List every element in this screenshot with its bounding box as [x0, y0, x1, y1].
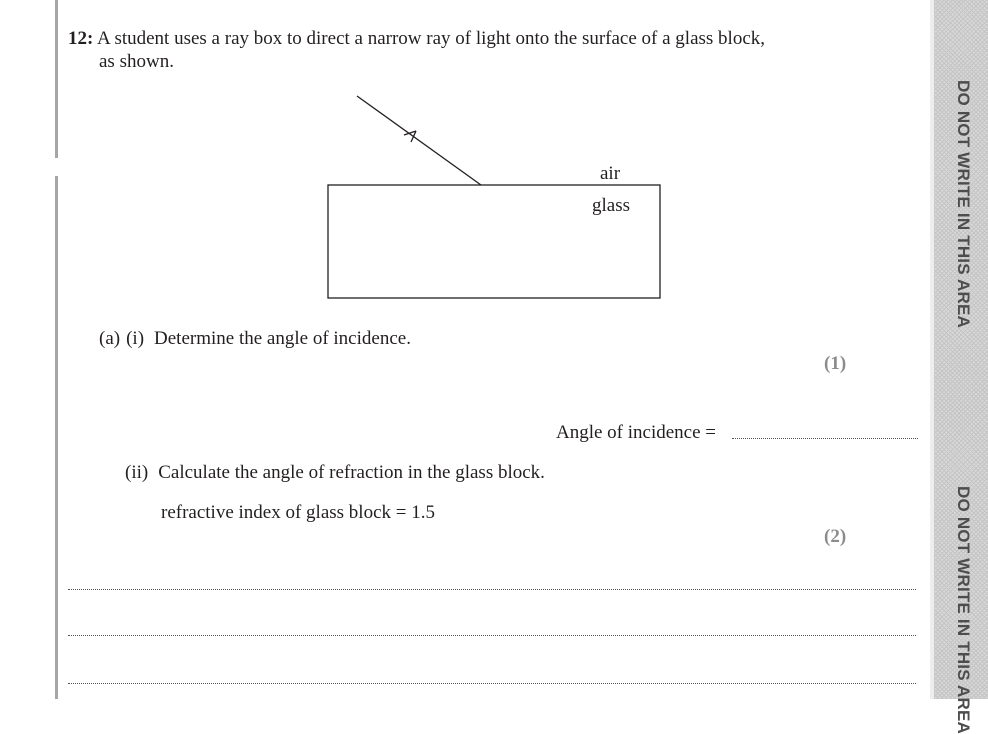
- part-a-label: (a): [99, 328, 121, 349]
- margin-warning-2: DO NOT WRITE IN THIS AREA: [954, 486, 973, 734]
- working-line-2[interactable]: [68, 635, 916, 636]
- question-text-line2: as shown.: [99, 51, 174, 72]
- sub-ii-label: (ii): [125, 462, 149, 483]
- marks-ii: (2): [824, 526, 847, 547]
- refractive-index-given: refractive index of glass block = 1.5: [161, 502, 435, 523]
- incident-ray: [357, 96, 481, 185]
- air-label: air: [600, 163, 621, 184]
- working-line-1[interactable]: [68, 589, 916, 590]
- question-text-line1: A student uses a ray box to direct a narrow ray of light onto the surface of a glass block,: [97, 28, 766, 49]
- ray-arrow-icon: [404, 131, 416, 142]
- part-a-ii: [125, 462, 545, 484]
- marks-i: (1): [824, 353, 847, 374]
- part-a-i: [99, 328, 411, 350]
- prompt-i: Determine the angle of incidence.: [154, 328, 411, 349]
- margin-warning-1: DO NOT WRITE IN THIS AREA: [954, 80, 973, 329]
- margin-strip-edge: [930, 0, 934, 699]
- angle-answer-field[interactable]: [732, 438, 918, 439]
- sub-i-label: (i): [126, 328, 145, 349]
- question-number: 12:: [68, 28, 94, 49]
- working-line-3[interactable]: [68, 683, 916, 684]
- angle-answer-label: Angle of incidence =: [556, 422, 717, 443]
- prompt-ii: Calculate the angle of refraction in the glass block.: [158, 462, 545, 483]
- glass-label: glass: [592, 195, 630, 216]
